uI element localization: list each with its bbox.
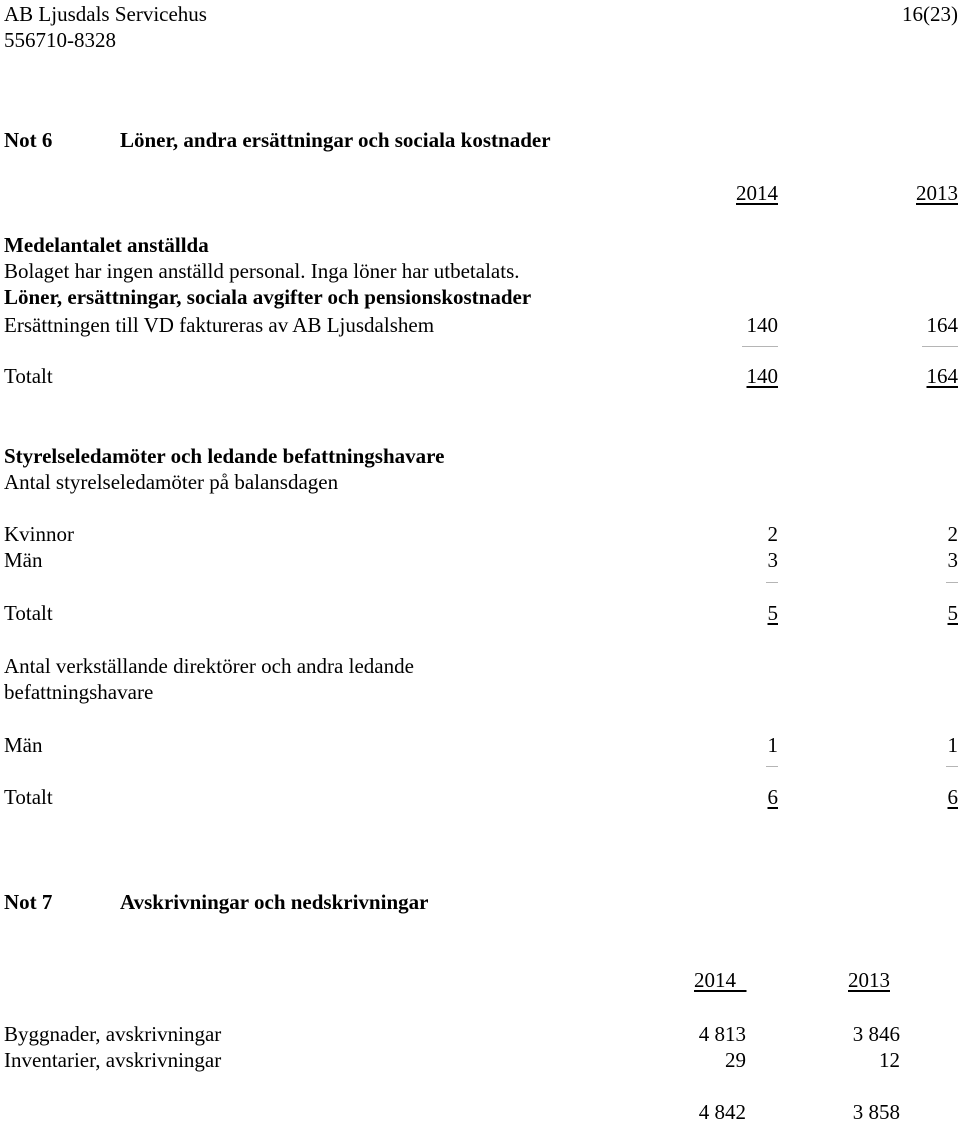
inventarier-label: Inventarier, avskrivningar xyxy=(4,1048,222,1072)
page-number: 16(23) xyxy=(902,2,958,26)
subtotal-rule xyxy=(742,346,778,347)
note6-label: Not 6 xyxy=(4,128,53,152)
byggnader-2014: 4 813 xyxy=(698,1022,746,1046)
note6-title: Löner, andra ersättningar och sociala kostnader xyxy=(120,128,551,152)
total-label: Totalt xyxy=(4,785,53,809)
vd-count-heading: Antal verkställande direktörer och andra ledande xyxy=(4,654,414,678)
vd-row-2014: 140 xyxy=(746,313,778,337)
inventarier-2013: 12 xyxy=(879,1048,900,1072)
total-2014: 5 xyxy=(767,601,778,625)
sum-2014: 4 842 xyxy=(698,1100,746,1124)
kvinnor-label: Kvinnor xyxy=(4,522,74,546)
man-2014: 3 xyxy=(767,548,778,572)
subtotal-rule xyxy=(946,766,958,767)
note6-year-2013: 2013 xyxy=(916,181,958,205)
man-2013: 3 xyxy=(947,548,958,572)
man-label: Män xyxy=(4,548,43,572)
note7-label: Not 7 xyxy=(4,890,53,914)
subtotal-rule xyxy=(766,582,778,583)
sum-2013: 3 858 xyxy=(852,1100,900,1124)
man-2013: 1 xyxy=(947,733,958,757)
total-label: Totalt xyxy=(4,601,53,625)
loner-heading: Löner, ersättningar, sociala avgifter och pensionskostnader xyxy=(4,285,532,309)
company-name: AB Ljusdals Servicehus xyxy=(4,2,207,26)
subtotal-rule xyxy=(766,766,778,767)
subtotal-rule xyxy=(946,582,958,583)
styrelse-heading: Styrelseledamöter och ledande befattningshavare xyxy=(4,444,445,468)
total-2014: 6 xyxy=(767,785,778,809)
note7-title: Avskrivningar och nedskrivningar xyxy=(120,890,429,914)
note7-year-2014: 2014 xyxy=(694,968,736,992)
vd-row-2013: 164 xyxy=(926,313,958,337)
total-2013: 164 xyxy=(926,364,958,388)
total-label: Totalt xyxy=(4,364,53,388)
note6-year-2014: 2014 xyxy=(736,181,778,205)
kvinnor-2014: 2 xyxy=(767,522,778,546)
man-label: Män xyxy=(4,733,43,757)
man-2014: 1 xyxy=(767,733,778,757)
inventarier-2014: 29 xyxy=(725,1048,746,1072)
kvinnor-2013: 2 xyxy=(947,522,958,546)
total-2013: 5 xyxy=(947,601,958,625)
org-number: 556710-8328 xyxy=(4,28,116,52)
total-2013: 6 xyxy=(947,785,958,809)
medelantal-text: Bolaget har ingen anställd personal. Inga löner har utbetalats. xyxy=(4,259,520,283)
vd-count-heading-cont: befattningshavare xyxy=(4,680,154,704)
byggnader-label: Byggnader, avskrivningar xyxy=(4,1022,222,1046)
total-2014: 140 xyxy=(746,364,778,388)
vd-row-label: Ersättningen till VD faktureras av AB Ljusdalshem xyxy=(4,313,435,337)
byggnader-2013: 3 846 xyxy=(852,1022,900,1046)
note7-year-2013: 2013 xyxy=(848,968,890,992)
styrelse-subheading: Antal styrelseledamöter på balansdagen xyxy=(4,470,339,494)
medelantal-heading: Medelantalet anställda xyxy=(4,233,209,257)
subtotal-rule xyxy=(922,346,958,347)
